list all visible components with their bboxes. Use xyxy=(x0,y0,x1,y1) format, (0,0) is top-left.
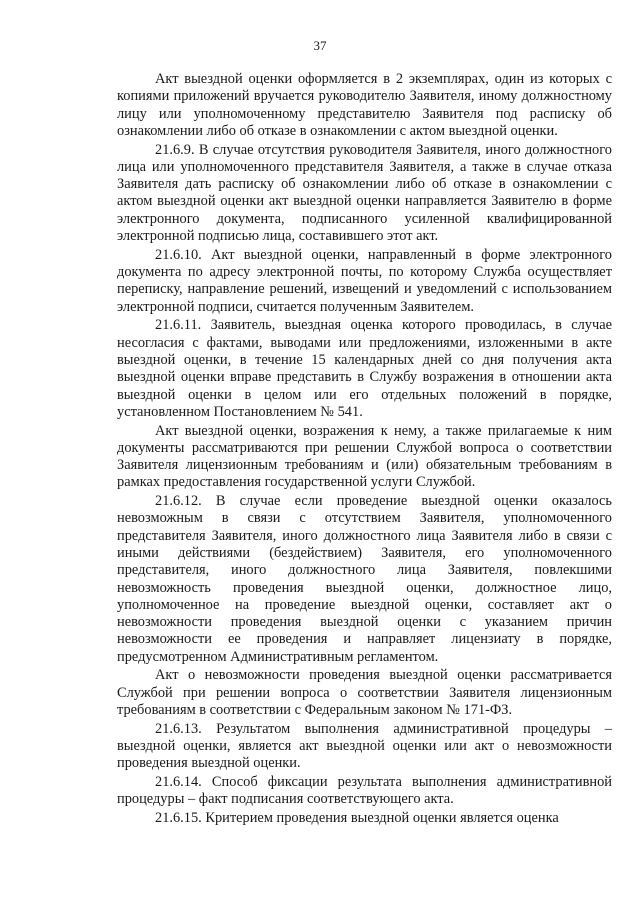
paragraph: 21.6.13. Результатом выполнения административной процедуры – выездной оценки, является акт выездной оценки или акт о невозможности проведения выездной оценки. xyxy=(117,720,612,772)
paragraph: 21.6.15. Критерием проведения выездной оценки является оценка xyxy=(155,809,559,826)
paragraph: Акт выездной оценки оформляется в 2 экземплярах, один из которых с копиями приложений вручается руководителю Заявителя, иному должностному лицу или уполномоченному представителю Заявителя под расписку об ознакомлении либо об отказе в ознакомлении с актом выездной оценки. xyxy=(117,71,612,139)
document-body xyxy=(117,71,612,827)
page-number: 37 xyxy=(313,38,327,53)
paragraph: Акт о невозможности проведения выездной оценки рассматривается Службой при решении вопроса о соответствии Заявителя лицензионным требованиям в соответствии с Федеральным законом № 171-ФЗ. xyxy=(117,667,612,719)
paragraph: 21.6.14. Способ фиксации результата выполнения административной процедуры – факт подписания соответствующего акта. xyxy=(117,774,612,808)
paragraph: 21.6.10. Акт выездной оценки, направленный в форме электронного документа по адресу электронной почты, по которому Служба осуществляет переписку, направление решений, извещений и уведомлений с использованием электронной подписи, считается полученным Заявителем. xyxy=(117,246,612,315)
paragraph: 21.6.12. В случае если проведение выездной оценки оказалось невозможным в связи с отсутствием Заявителя, уполномоченного представителя Заявителя, иного должностного лица Заявителя либо в связи с иными действиями (бездействием) Заявителя, его уполномоченного представителя, иного должностного лица Заявителя, повлекшими невозможность проведения выездной оценки, должностное лицо, уполномоченное на проведение выездной оценки, составляет акт о невозможности проведения выездной оценки с указанием причин невозможности ее проведения и направляет лицензиату в порядке, предусмотренном Административным регламентом. xyxy=(117,493,612,665)
paragraph: 21.6.11. Заявитель, выездная оценка которого проводилась, в случае несогласия с фактами, выводами или предложениями, изложенными в акте выездной оценки, в течение 15 календарных дней со дня получения акта выездной оценки вправе представить в Службу возражения в отношении акта выездной оценки в целом или его отдельных положений в порядке, установленном Постановлением № 541. xyxy=(117,317,612,420)
paragraph: 21.6.9. В случае отсутствия руководителя Заявителя, иного должностного лица или уполномоченного представителя Заявителя, а также в случае отказа Заявителя дать расписку об ознакомлении либо об отказе в ознакомлении с актом выездной оценки акт выездной оценки направляется Заявителю в форме электронного документа, подписанного усиленной квалифицированной электронной подписью лица, составившего этот акт. xyxy=(117,141,612,245)
paragraph: Акт выездной оценки, возражения к нему, а также прилагаемые к ним документы рассматриваются при решении Службой вопроса о соответствии Заявителя лицензионным требованиям и (или) обязательным требованиям в рамках предоставления государственной услуги Службой. xyxy=(117,422,612,491)
